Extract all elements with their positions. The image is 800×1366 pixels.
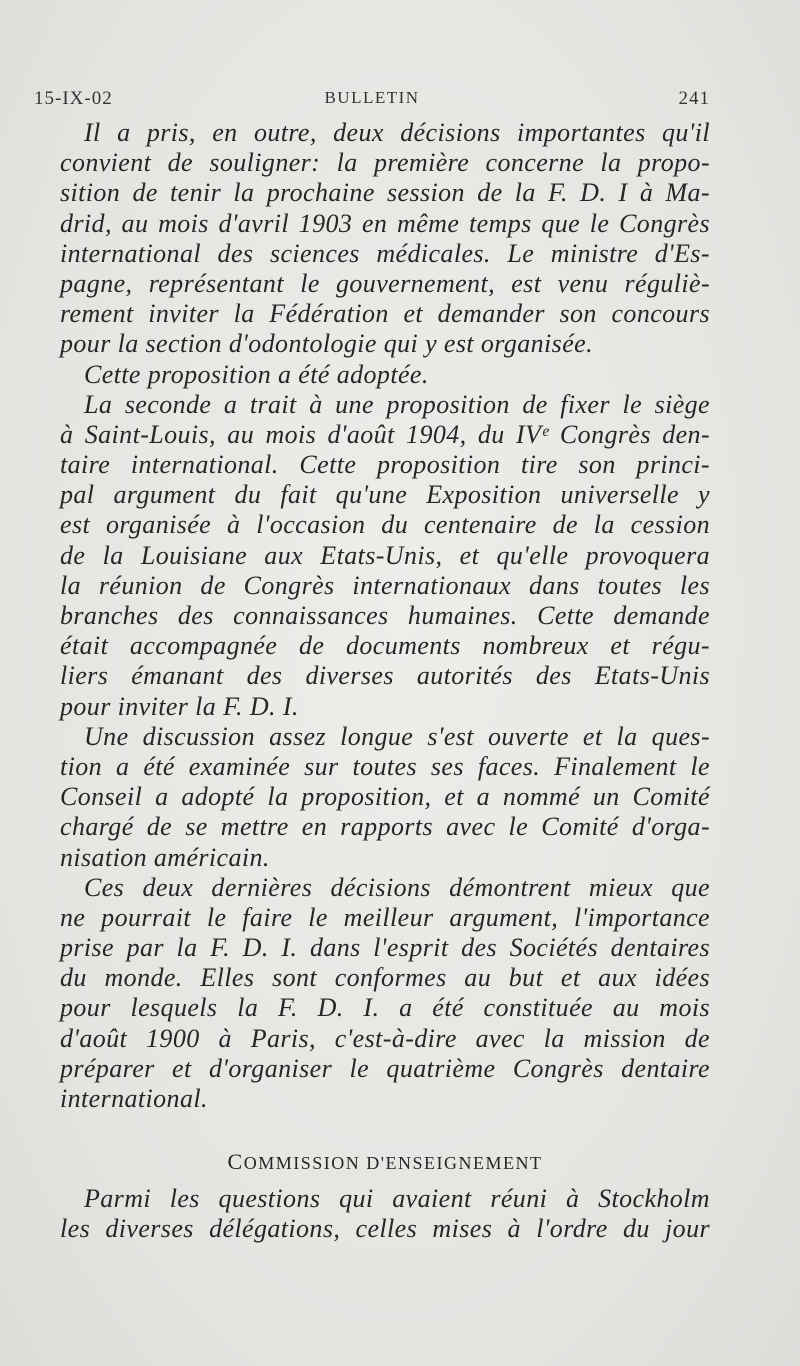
- text-line: taire international. Cette proposition tire son princi-: [60, 450, 710, 480]
- paragraph-saint-louis: [60, 390, 710, 722]
- text-line: sition de tenir la prochaine session de la F. D. I à Ma-: [60, 178, 710, 208]
- text-line: pour inviter la F. D. I.: [60, 691, 299, 721]
- section-heading-text: OMMISSION D'ENSEIGNEMENT: [243, 1153, 543, 1174]
- text-line: Parmi les questions qui avaient réuni à Stockholm: [84, 1184, 710, 1214]
- text-line: préparer et d'organiser le quatrième Congrès dentaire: [60, 1053, 710, 1083]
- header-date: 15-IX-02: [34, 88, 113, 109]
- text-line: d'août 1900 à Paris, c'est-à-dire avec la mission de: [60, 1023, 710, 1053]
- text-line: pour lesquels la F. D. I. a été constituée au mois: [60, 993, 710, 1023]
- text-line: drid, au mois d'avril 1903 en même temps que le Congrès: [60, 208, 710, 238]
- text-line: la réunion de Congrès internationaux dans toutes les: [60, 570, 710, 600]
- body-text: [60, 118, 710, 1245]
- text-line: les diverses délégations, celles mises à l'ordre du jour: [60, 1214, 710, 1244]
- text-line: prise par la F. D. I. dans l'esprit des Sociétés dentaires: [60, 933, 710, 963]
- text-line: liers émanant des diverses autorités des Etats-Unis: [60, 661, 710, 691]
- text-line: nisation américain.: [60, 842, 270, 872]
- text-line: est organisée à l'occasion du centenaire de la cession: [60, 510, 710, 540]
- text-line: rement inviter la Fédération et demander son concours: [60, 299, 710, 329]
- section-heading-initial: C: [227, 1149, 244, 1175]
- section-heading: [60, 1140, 710, 1184]
- text-line: Conseil a adopté la proposition, et a nommé un Comité: [60, 782, 710, 812]
- text-line: ne pourrait le faire le meilleur argument, l'importance: [60, 902, 710, 932]
- paragraph-adopted: [60, 360, 710, 390]
- text-line: Ces deux dernières décisions démontrent mieux que: [84, 872, 710, 902]
- text-line: Une discussion assez longue s'est ouverte et la ques-: [84, 721, 710, 751]
- text-line: était accompagnée de documents nombreux et régu-: [60, 631, 710, 661]
- text-line: international.: [60, 1084, 208, 1113]
- page-number: 241: [678, 88, 710, 109]
- text-line: pal argument du fait qu'une Exposition universelle y: [60, 480, 710, 510]
- text-line: international des sciences médicales. Le ministre d'Es-: [60, 238, 710, 268]
- text-line: chargé de se mettre en rapports avec le Comité d'orga-: [60, 812, 710, 842]
- text-line: convient de souligner: la première concerne la propo-: [60, 148, 710, 178]
- text-line: Cette proposition a été adoptée.: [84, 359, 429, 389]
- text-line: du monde. Elles sont conformes au but et aux idées: [60, 963, 710, 993]
- paragraph-stockholm: [60, 1184, 710, 1244]
- text-line: branches des connaissances humaines. Cette demande: [60, 601, 710, 630]
- text-line: pour la section d'odontologie qui y est organisée.: [60, 329, 593, 359]
- text-line: Il a pris, en outre, deux décisions importantes qu'il: [84, 118, 710, 147]
- text-line: à Saint-Louis, au mois d'août 1904, du IVᵉ Congrès den-: [60, 419, 710, 449]
- text-line: pagne, représentant le gouvernement, est venu réguliè-: [60, 268, 710, 298]
- text-line: de la Louisiane aux Etats-Unis, et qu'elle provoquera: [60, 540, 710, 570]
- text-line: La seconde a trait à une proposition de fixer le siège: [84, 389, 710, 419]
- paragraph-discussion: [60, 722, 710, 873]
- running-header: [34, 88, 710, 118]
- header-title: BULLETIN: [324, 88, 420, 107]
- section-spacer: [60, 1114, 710, 1140]
- paragraph-decisions: [60, 118, 710, 360]
- text-line: tion a été examinée sur toutes ses faces. Finalement le: [60, 751, 710, 781]
- paragraph-conclusion: [60, 873, 710, 1115]
